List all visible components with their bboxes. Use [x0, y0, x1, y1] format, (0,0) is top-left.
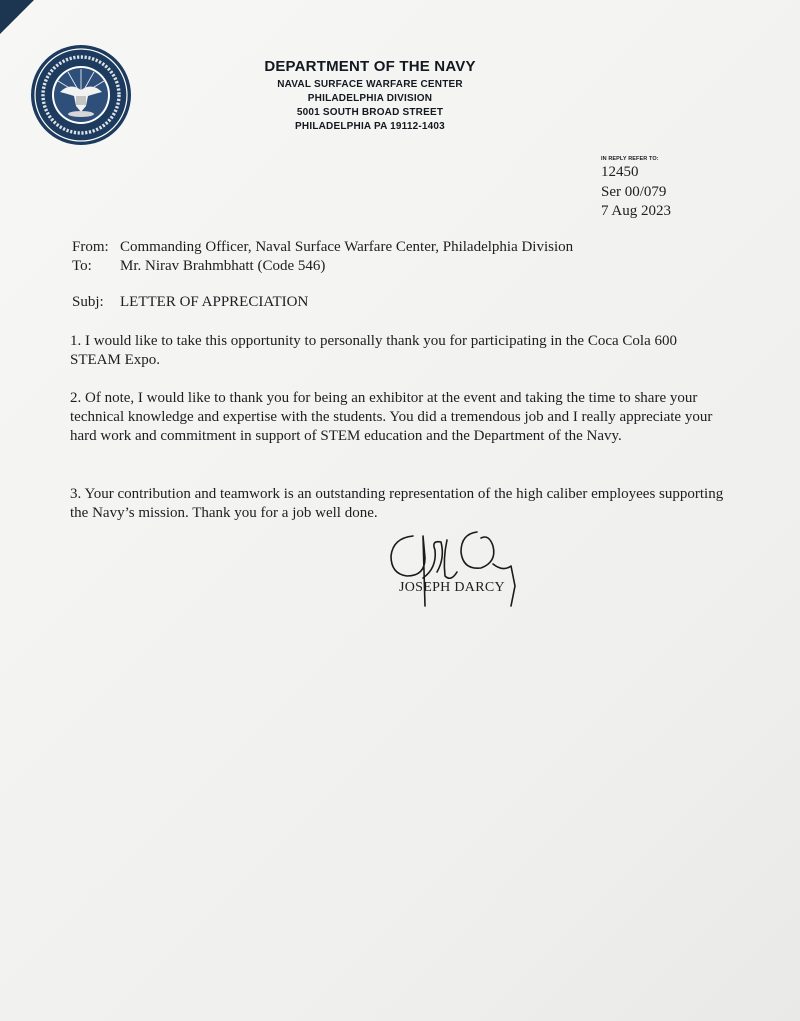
letterhead-line-3: 5001 SOUTH BROAD STREET: [296, 107, 444, 118]
letterhead: [220, 58, 520, 134]
department-name: DEPARTMENT OF THE NAVY: [264, 58, 476, 75]
to-label: To:: [72, 258, 92, 274]
to-row: [72, 257, 573, 276]
from-value: Commanding Officer, Naval Surface Warfare Center, Philadelphia Division: [120, 239, 574, 255]
department-of-defense-seal-icon: [30, 44, 132, 146]
reply-serial: Ser 00/079: [601, 183, 667, 200]
signer-name: JOSEPH DARCY: [399, 580, 505, 595]
page-corner: [0, 0, 34, 34]
paragraph-2: 2. Of note, I would like to thank you for being an exhibitor at the event and taking the time to share your technical knowledge and expertise with the students. You did a tremendous job and I really appreciate your hard work and commitment in support of STEM education and the Department of the Navy.: [70, 390, 713, 444]
paragraph-3: 3. Your contribution and teamwork is an outstanding representation of the high caliber employees supporting the Navy’s mission. Thank you for a job well done.: [70, 486, 724, 521]
signature-block: [385, 528, 545, 618]
letterhead-line-1: NAVAL SURFACE WARFARE CENTER: [277, 79, 463, 90]
reply-reference-block: [601, 156, 671, 222]
from-to-block: [72, 238, 573, 276]
reply-date: 7 Aug 2023: [601, 203, 672, 219]
from-label: From:: [72, 239, 109, 255]
letterhead-line-4: PHILADELPHIA PA 19112-1403: [295, 121, 445, 132]
letterhead-line-2: PHILADELPHIA DIVISION: [307, 93, 433, 104]
to-value: Mr. Nirav Brahmbhatt (Code 546): [120, 258, 326, 274]
subject-label: Subj:: [72, 294, 104, 310]
handwritten-signature-icon: [385, 528, 545, 618]
reply-code: 12450: [601, 164, 639, 180]
reply-label: IN REPLY REFER TO:: [601, 156, 659, 162]
subject-value: LETTER OF APPRECIATION: [120, 294, 309, 310]
paragraph-1: 1. I would like to take this opportunity to personally thank you for participating in the Coca Cola 600 STEAM Expo.: [70, 333, 677, 368]
subject-line: [72, 294, 308, 311]
from-row: [72, 238, 573, 257]
